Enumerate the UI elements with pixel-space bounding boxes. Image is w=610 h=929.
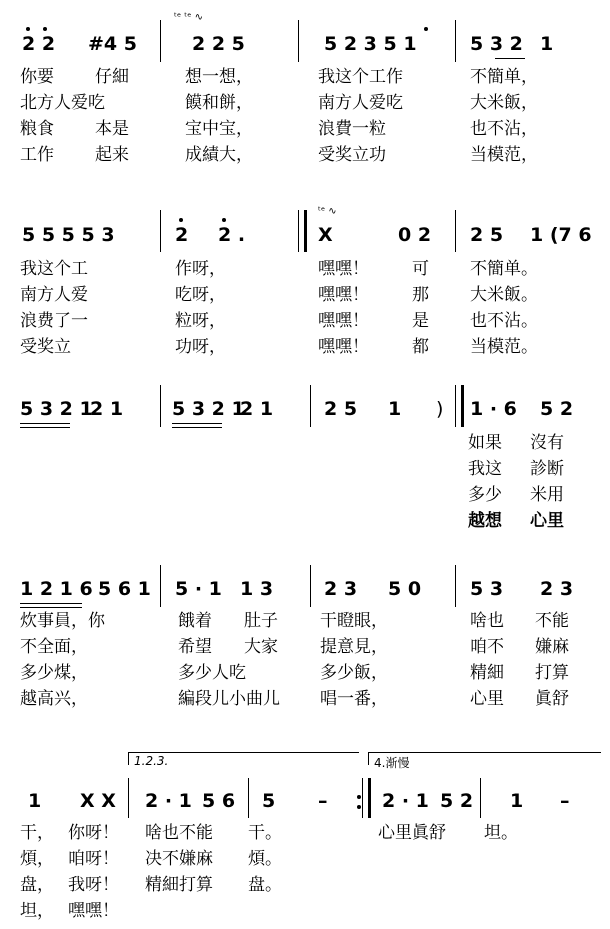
note-group: 1 — [540, 33, 554, 55]
note-group: 1 — [510, 790, 524, 812]
lyric: 炊事員，你 — [20, 611, 105, 631]
lyric: 当模范。 — [470, 337, 538, 357]
note-group: 5 6 1 — [98, 578, 151, 600]
octave-dot — [43, 27, 47, 31]
lyric: 沒有 — [530, 433, 564, 453]
lyric: 当模范， — [470, 145, 538, 165]
lyric: 心里 — [530, 511, 564, 531]
note-group: 5 2 — [440, 790, 474, 812]
note-group: 5 3 2 — [470, 33, 523, 55]
lyric: 不簡单。 — [470, 259, 538, 279]
lyric: 多少 — [468, 485, 502, 505]
note-group: #4 5 — [88, 33, 137, 55]
underline-beam — [20, 427, 70, 428]
lyric: 坦， — [20, 901, 54, 921]
double-barline — [455, 385, 464, 427]
note-group: X — [318, 224, 333, 246]
lyric: 都 — [412, 337, 429, 357]
lyric: 盘， — [20, 875, 54, 895]
underline-beam — [172, 427, 222, 428]
note-group: – — [560, 790, 570, 812]
lyric: 編段儿小曲儿 — [178, 689, 280, 709]
volta-label-2: 4.渐慢 — [374, 756, 410, 770]
lyric: 如果 — [468, 433, 502, 453]
lyric: 本是 — [95, 119, 129, 139]
note-group: 2 . — [218, 224, 246, 246]
note-group: – — [318, 790, 328, 812]
note-group: 1 3 — [240, 578, 274, 600]
note-group: 2 3 — [324, 578, 358, 600]
barline — [455, 20, 456, 62]
barline — [248, 778, 249, 818]
barline — [160, 565, 161, 607]
lyric: 粮食 — [20, 119, 54, 139]
lyric: 大米飯。 — [470, 285, 538, 305]
lyric: 仔細 — [95, 67, 129, 87]
volta-label-1: 1.2.3. — [134, 754, 169, 768]
lyric: 决不嫌麻 — [145, 849, 213, 869]
note-group: 1 — [28, 790, 42, 812]
lyric: 餓着 — [178, 611, 212, 631]
repeat-dot — [357, 795, 361, 799]
note-group: 2 · 1 — [382, 790, 429, 812]
lyric: 嘿嘿！ — [318, 259, 369, 279]
note-group: 5 — [262, 790, 276, 812]
lyric: 啥也不能 — [145, 823, 213, 843]
lyric: 診断 — [530, 459, 564, 479]
lyric: 吃呀， — [175, 285, 226, 305]
note-group: 5 5 5 5 3 — [22, 224, 115, 246]
lyric: 不能 — [535, 611, 569, 631]
note-group: 0 2 — [398, 224, 432, 246]
lyric: 煩。 — [248, 849, 282, 869]
barline — [310, 565, 311, 607]
note-group: X X — [80, 790, 116, 812]
note-group: 1 · 6 — [470, 398, 517, 420]
lyric: 南方人爱 — [20, 285, 88, 305]
lyric: 多少煤， — [20, 663, 88, 683]
lyric: 唱一番， — [320, 689, 388, 709]
lyric: 那 — [412, 285, 429, 305]
lyric: 受奖立功 — [318, 145, 386, 165]
ornament-mark: ᵗᵉ ∿ — [318, 206, 337, 217]
note-group: 2 5 — [324, 398, 358, 420]
lyric: 我呀！ — [68, 875, 119, 895]
lyric: 精細打算 — [145, 875, 213, 895]
note-group: 2 1 — [90, 398, 124, 420]
lyric: 饃和餅， — [185, 93, 253, 113]
lyric: 多少飯， — [320, 663, 388, 683]
repeat-dot — [357, 805, 361, 809]
lyric: 坦。 — [484, 823, 518, 843]
barline — [455, 565, 456, 607]
lyric: 大米飯， — [470, 93, 538, 113]
lyric: 受奖立 — [20, 337, 71, 357]
note-group: 5 2 — [540, 398, 574, 420]
lyric: 宝中宝， — [185, 119, 253, 139]
lyric: 希望 — [178, 637, 212, 657]
lyric: 大家 — [244, 637, 278, 657]
note-group: 2 2 5 — [192, 33, 245, 55]
octave-dot — [424, 27, 428, 31]
note-group: 2 · 1 — [145, 790, 192, 812]
note-group: 1 2 1 6 — [20, 578, 93, 600]
lyric: 成績大， — [185, 145, 253, 165]
lyric: 咱呀！ — [68, 849, 119, 869]
lyric: 嘿嘿！ — [318, 285, 369, 305]
lyric: 心里 — [470, 689, 504, 709]
note-group: 2 2 — [22, 33, 56, 55]
lyric: 煩， — [20, 849, 54, 869]
paren-close: ) — [436, 398, 444, 420]
lyric: 咱不 — [470, 637, 504, 657]
barline — [160, 20, 161, 62]
lyric: 嘿嘿！ — [318, 311, 369, 331]
lyric: 也不沾， — [470, 119, 538, 139]
barline — [160, 385, 161, 427]
note-group: 5 2 3 5 1 — [324, 33, 417, 55]
lyric: 提意見， — [320, 637, 388, 657]
lyric: 我这个工作 — [318, 67, 403, 87]
lyric: 可 — [412, 259, 429, 279]
lyric: 浪費一粒 — [318, 119, 386, 139]
note-group: 2 3 — [540, 578, 574, 600]
underline-beam — [20, 603, 82, 604]
barline — [480, 778, 481, 818]
note-group: 5 3 2 1 — [172, 398, 245, 420]
lyric: 北方人爱吃 — [20, 93, 105, 113]
barline — [310, 385, 311, 427]
lyric: 干， — [20, 823, 54, 843]
note-group: 5 3 2 1 — [20, 398, 93, 420]
ornament-mark: ᵗᵉ ᵗᵉ ∿ — [174, 12, 203, 23]
note-group: 2 1 — [240, 398, 274, 420]
lyric: 干瞪眼， — [320, 611, 388, 631]
underline-beam — [20, 607, 82, 608]
barline — [298, 20, 299, 62]
lyric: 粒呀， — [175, 311, 226, 331]
note-group: 5 0 — [388, 578, 422, 600]
lyric: 肚子 — [244, 611, 278, 631]
lyric: 米用 — [530, 485, 564, 505]
lyric: 打算 — [535, 663, 569, 683]
octave-dot — [26, 27, 30, 31]
barline — [455, 210, 456, 252]
lyric: 我这 — [468, 459, 502, 479]
note-group: 5 · 1 — [175, 578, 222, 600]
note-group: 5 6 — [202, 790, 236, 812]
lyric: 嘿嘿！ — [318, 337, 369, 357]
lyric: 眞舒 — [535, 689, 569, 709]
lyric: 不簡单， — [470, 67, 538, 87]
note-group: 2 5 — [470, 224, 504, 246]
octave-dot — [179, 218, 183, 222]
barline — [128, 778, 129, 818]
lyric: 南方人爱吃 — [318, 93, 403, 113]
repeat-barline — [362, 778, 371, 818]
lyric: 嫌麻 — [535, 637, 569, 657]
lyric: 嘿嘿！ — [68, 901, 119, 921]
note-group: 1 (7 6 — [530, 224, 592, 246]
lyric: 越高兴， — [20, 689, 88, 709]
lyric: 多少人吃 — [178, 663, 246, 683]
double-barline — [298, 210, 307, 252]
lyric: 你要 — [20, 67, 54, 87]
lyric: 心里眞舒 — [378, 823, 446, 843]
underline-beam — [495, 58, 525, 59]
lyric: 盘。 — [248, 875, 282, 895]
lyric: 啥也 — [470, 611, 504, 631]
lyric: 不全面， — [20, 637, 88, 657]
underline-beam — [20, 423, 70, 424]
lyric: 干。 — [248, 823, 282, 843]
note-group: 1 — [388, 398, 402, 420]
lyric: 我这个工 — [20, 259, 88, 279]
lyric: 想一想， — [185, 67, 253, 87]
note-group: 2 — [175, 224, 189, 246]
lyric: 越想 — [468, 511, 502, 531]
lyric: 是 — [412, 311, 429, 331]
lyric: 作呀， — [175, 259, 226, 279]
lyric: 精細 — [470, 663, 504, 683]
note-group: 5 3 — [470, 578, 504, 600]
lyric: 工作 — [20, 145, 54, 165]
lyric: 功呀， — [175, 337, 226, 357]
lyric: 也不沾。 — [470, 311, 538, 331]
lyric: 浪费了一 — [20, 311, 88, 331]
underline-beam — [172, 423, 222, 424]
barline — [160, 210, 161, 252]
lyric: 起来 — [95, 145, 129, 165]
lyric: 你呀！ — [68, 823, 119, 843]
octave-dot — [222, 218, 226, 222]
